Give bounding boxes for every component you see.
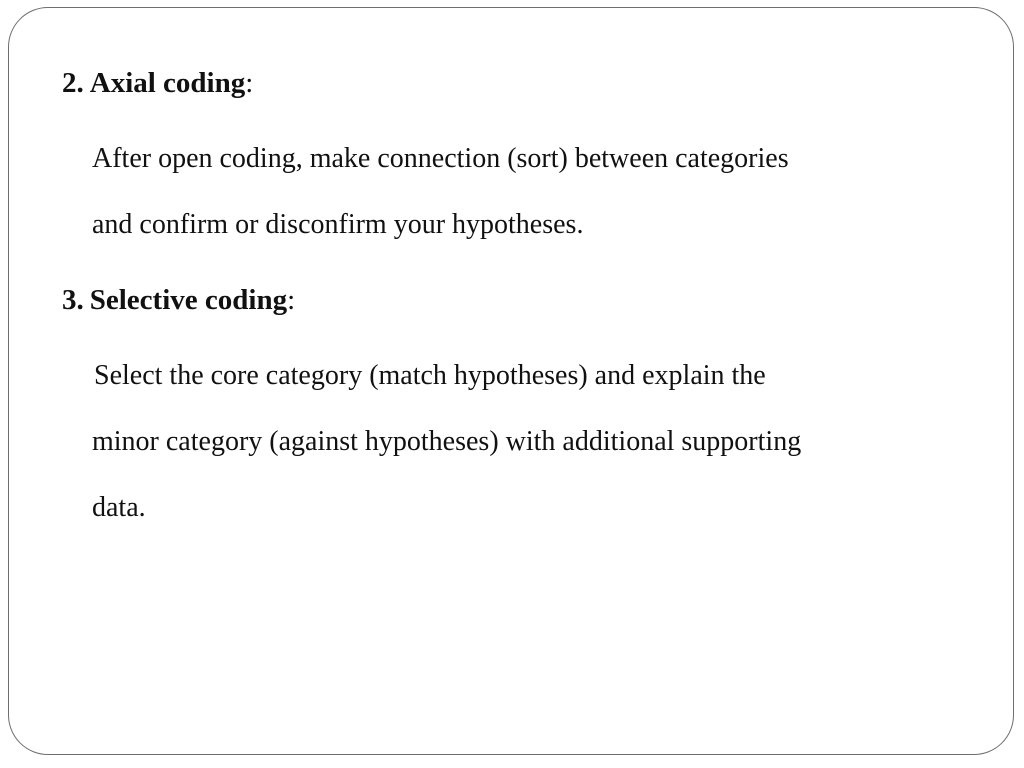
- item-term: Axial coding: [89, 67, 246, 99]
- selective-coding-heading: [62, 283, 295, 317]
- item-term: Selective coding: [89, 284, 288, 316]
- description-line: After open coding, make connection (sort) between categories: [92, 143, 789, 174]
- axial-coding-description: [92, 126, 952, 258]
- description-line: minor category (against hypotheses) with additional supporting: [92, 426, 802, 457]
- description-line: data.: [92, 492, 146, 523]
- item-colon: :: [287, 284, 296, 316]
- item-number: 3.: [62, 284, 84, 316]
- selective-coding-description: [92, 343, 952, 541]
- axial-coding-heading: [62, 66, 253, 100]
- item-colon: :: [245, 67, 254, 99]
- description-line: Select the core category (match hypotheses) and explain the: [94, 360, 766, 391]
- item-number: 2.: [62, 67, 84, 99]
- description-line: and confirm or disconfirm your hypotheses.: [92, 209, 584, 240]
